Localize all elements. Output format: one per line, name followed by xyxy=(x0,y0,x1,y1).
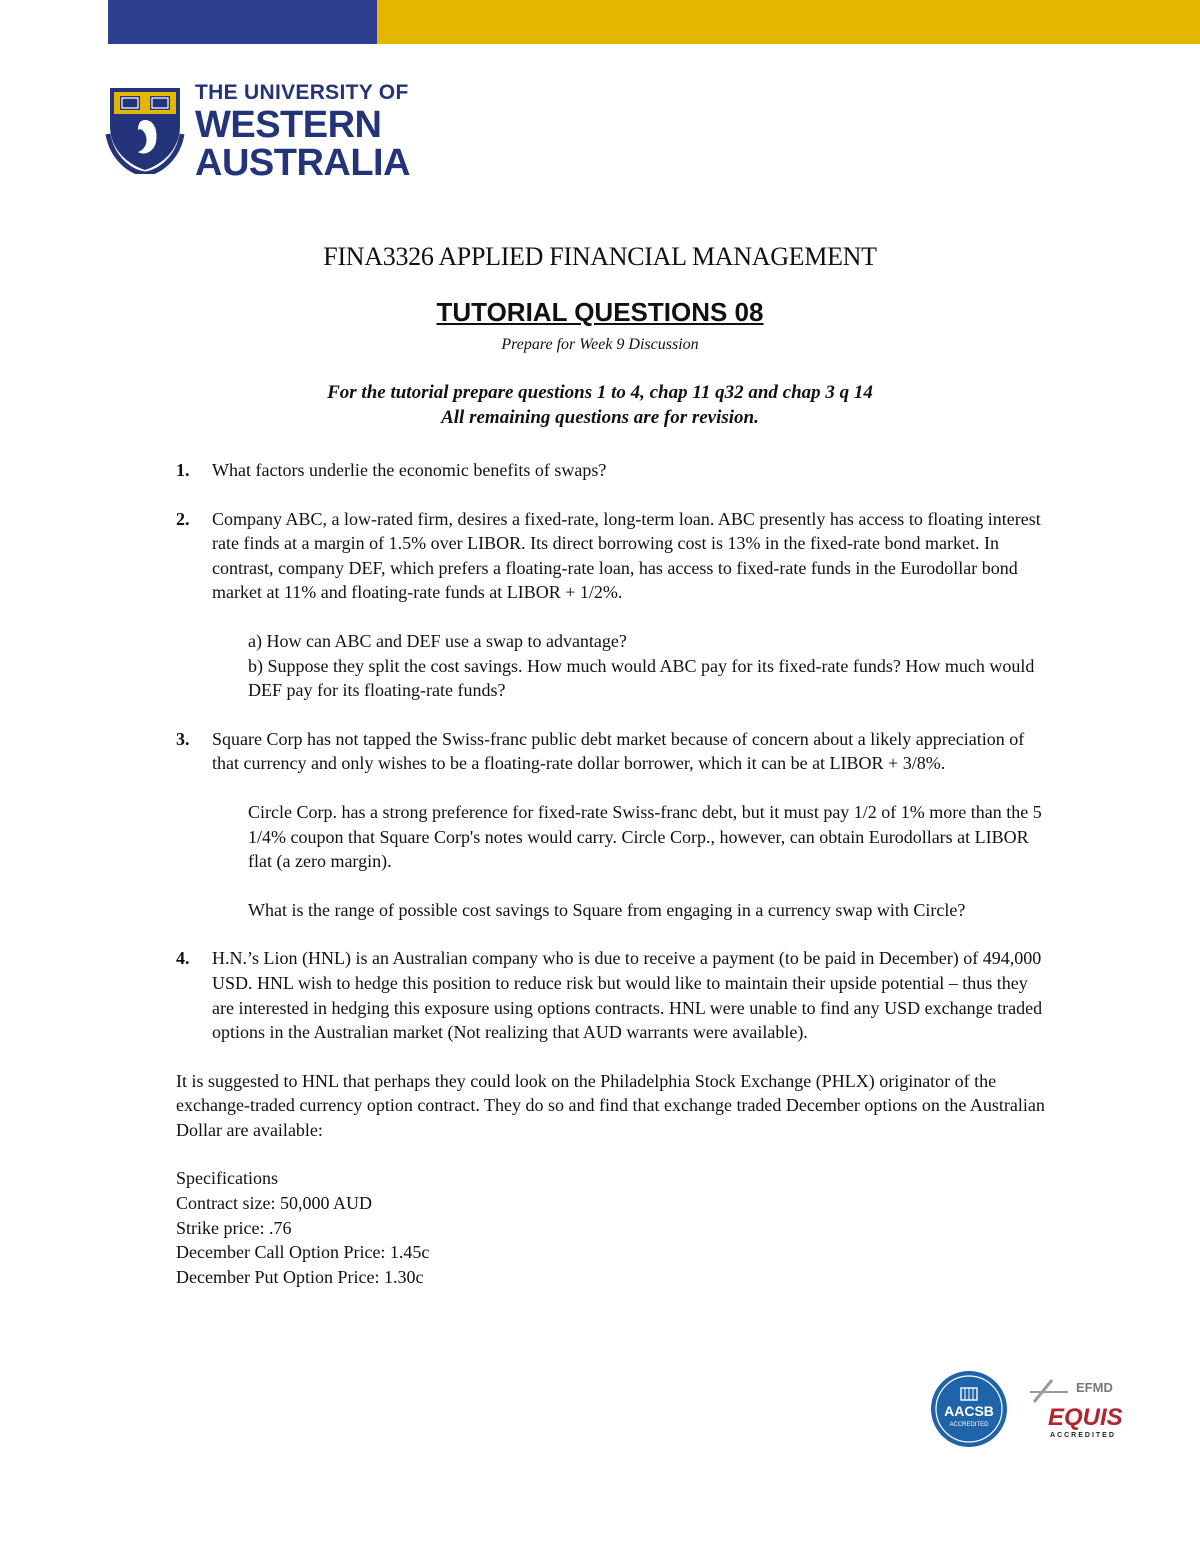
question-part-a: a) How can ABC and DEF use a swap to advantage? xyxy=(248,630,627,651)
logo-wordmark xyxy=(195,80,410,182)
instruction-line-2: All remaining questions are for revision. xyxy=(441,407,759,428)
accreditation-badges xyxy=(930,1370,1130,1450)
efmd-swoosh-icon xyxy=(1030,1376,1070,1406)
header-color-bar xyxy=(108,0,1200,44)
specifications-heading: Specifications xyxy=(176,1168,278,1189)
question-part-b: b) Suppose they split the cost savings. How much would ABC pay for its fixed-rate funds? How much would DEF pay for its floating-rate funds? xyxy=(248,655,1035,701)
instruction-line-1: For the tutorial prepare questions 1 to 4, chap 11 q32 and chap 3 q 14 xyxy=(327,382,873,403)
aacsb-sub-label: ACCREDITED xyxy=(949,1422,989,1428)
spec-contract-size: Contract size: 50,000 AUD xyxy=(176,1193,372,1214)
paragraph-text: Circle Corp. has a strong preference for fixed-rate Swiss-franc debt, but it must pay 1/2 of 1% more than the 5 1/4% coupon that Square Corp's notes would carry. Circle Corp., however, can obtain Eurodollars at LIBOR flat (a zero margin). xyxy=(248,801,1042,872)
header-blue-band xyxy=(108,0,377,44)
logo-line-2: WESTERN xyxy=(195,104,382,146)
logo-line-1: THE UNIVERSITY OF xyxy=(195,81,409,104)
question-2 xyxy=(176,507,1046,703)
followup-paragraph: It is suggested to HNL that perhaps they could look on the Philadelphia Stock Exchange (PHLX) originator of the exchange-traded currency option contract. They do so and find that exchange traded December options on the Australian Dollar are available: xyxy=(176,1070,1045,1140)
tutorial-title: TUTORIAL QUESTIONS 08 xyxy=(436,297,764,327)
equis-badge xyxy=(1028,1376,1128,1446)
spec-call-price: December Call Option Price: 1.45c xyxy=(176,1242,430,1263)
logo-line-3: AUSTRALIA xyxy=(195,142,411,184)
crest-icon xyxy=(100,84,190,174)
aacsb-badge-icon xyxy=(930,1370,1008,1448)
efmd-label: EFMD xyxy=(1076,1380,1113,1395)
equis-label: EQUIS xyxy=(1048,1404,1123,1431)
question-text: What factors underlie the economic benefits of swaps? xyxy=(212,460,607,480)
question-number: 4. xyxy=(176,948,190,969)
question-number: 3. xyxy=(176,728,190,749)
question-3 xyxy=(176,727,1046,923)
specifications-block xyxy=(176,1166,1046,1289)
equis-sub-label: ACCREDITED xyxy=(1050,1432,1116,1439)
question-text: H.N.’s Lion (HNL) is an Australian company who is due to receive a payment (to be paid in December) of 494,000 USD. HNL wish to hedge this position to reduce risk but would like to maintain their upside potential – thus they are interested in hedging this exposure using options contracts. HNL were unable to find any USD exchange traded options in the Australian market (Not realizing that AUD warrants were available). xyxy=(212,948,1043,1043)
question-text: Company ABC, a low-rated firm, desires a fixed-rate, long-term loan. ABC presently has access to floating interest rate finds at a margin of 1.5% over LIBOR. Its direct borrowing cost is 13% in the fixed-rate bond market. In contrast, company DEF, which prefers a floating-rate loan, has access to fixed-rate funds in the Eurodollar bond market at 11% and floating-rate funds at LIBOR + 1/2%. xyxy=(212,508,1041,603)
question-3-paragraph-1 xyxy=(248,800,1046,874)
university-logo xyxy=(100,80,411,184)
header-gold-band xyxy=(377,0,1200,44)
question-number: 1. xyxy=(176,460,190,480)
question-1 xyxy=(176,458,1046,483)
question-2-parts xyxy=(248,629,1046,703)
tutorial-subtitle: Prepare for Week 9 Discussion xyxy=(501,336,699,353)
course-title: FINA3326 APPLIED FINANCIAL MANAGEMENT xyxy=(323,242,877,271)
question-3-paragraph-2 xyxy=(248,898,1046,923)
tutorial-instructions xyxy=(0,380,1200,430)
question-text: Square Corp has not tapped the Swiss-franc public debt market because of concern about a likely appreciation of that currency and only wishes to be a floating-rate dollar borrower, which it can be at LIBOR + 3/8%. xyxy=(212,728,1025,774)
document-body xyxy=(176,458,1046,1289)
question-4 xyxy=(176,946,1046,1044)
question-number: 2. xyxy=(176,508,190,529)
paragraph-text: What is the range of possible cost savings to Square from engaging in a currency swap with Circle? xyxy=(248,899,966,920)
spec-put-price: December Put Option Price: 1.30c xyxy=(176,1266,424,1287)
aacsb-label: AACSB xyxy=(944,1403,994,1419)
spec-strike-price: Strike price: .76 xyxy=(176,1217,292,1238)
